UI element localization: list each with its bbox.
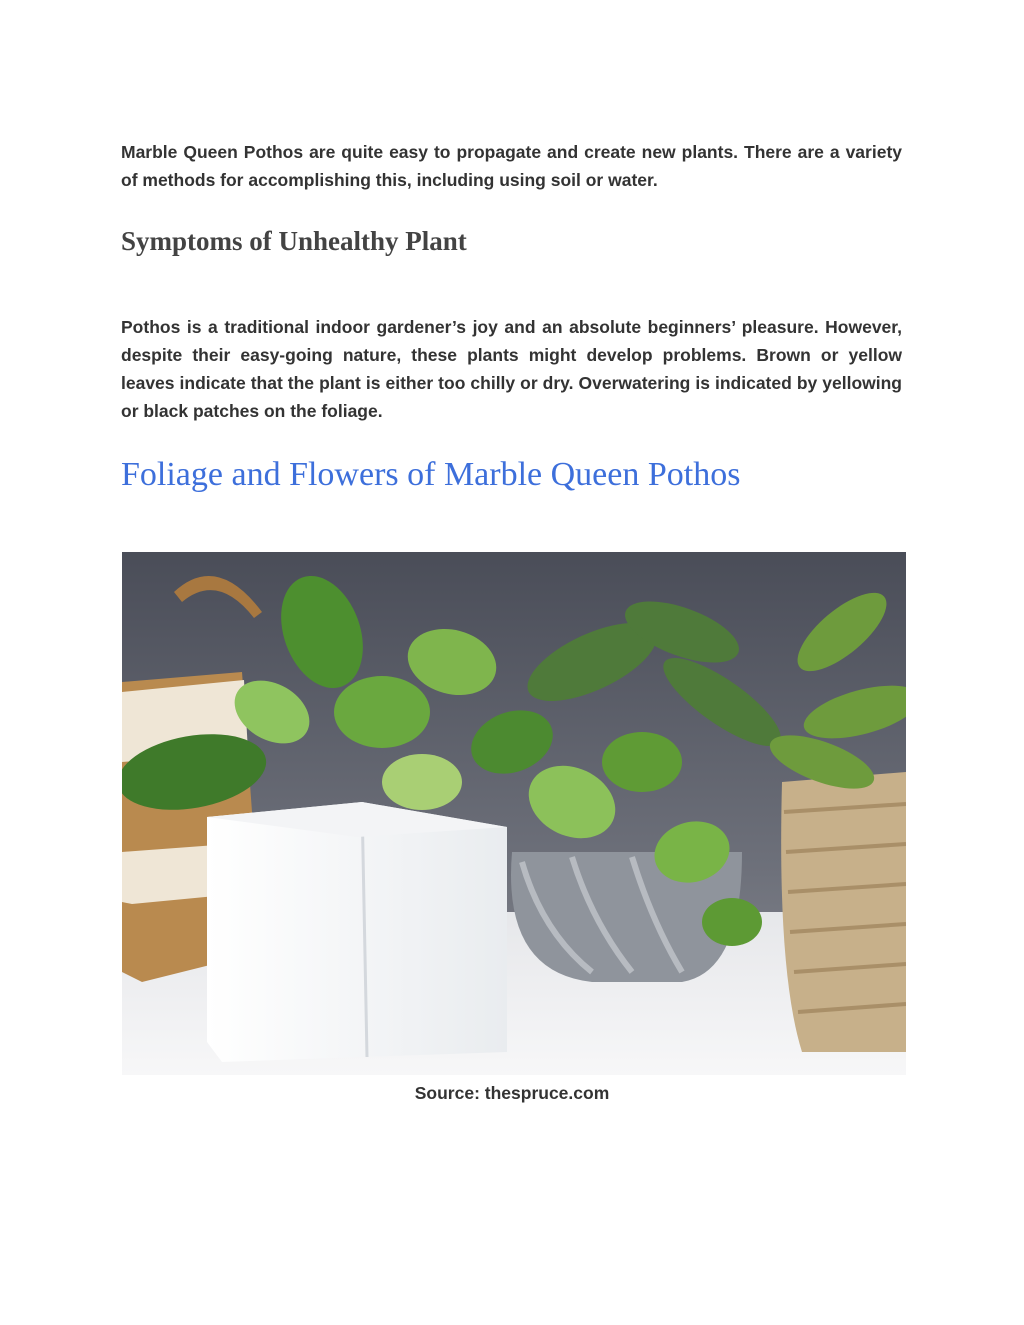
intro-paragraph: Marble Queen Pothos are quite easy to propagate and create new plants. There are a variety of methods for accomplishing this, including using soil or water. xyxy=(121,142,902,190)
image-caption: Source: thespruce.com xyxy=(414,1083,610,1103)
symptoms-heading: Symptoms of Unhealthy Plant xyxy=(121,226,467,256)
symptoms-paragraph: Pothos is a traditional indoor gardener’s joy and an absolute beginners’ pleasure. However, despite their easy-going nature, these plants might develop problems. Brown or yellow leaves indicate that the plant is either too chilly or dry. Overwatering is indicated by yellowing or black patches on the foliage. xyxy=(121,317,902,421)
foliage-heading: Foliage and Flowers of Marble Queen Pothos xyxy=(121,456,741,493)
pothos-plant-photo xyxy=(122,552,906,1075)
